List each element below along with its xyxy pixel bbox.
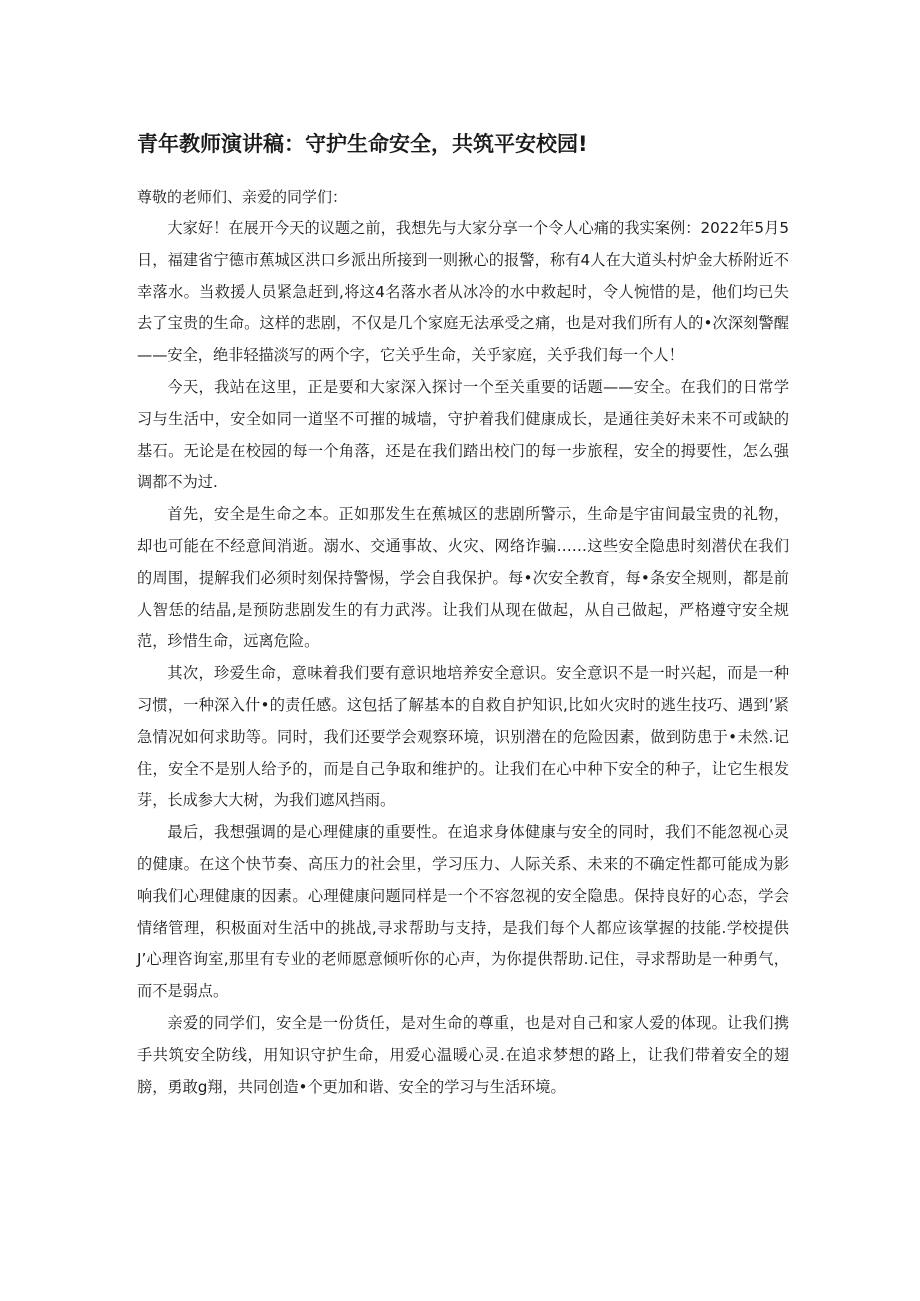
paragraph-first: 首先，安全是生命之本。正如那发生在蕉城区的悲剧所警示，生命是宇宙间最宝贵的礼物，却也可能在不经意间消逝。溺水、交通事故、火灾、网络诈骗……这些安全隐患时刻潜伏在我们的周围，提解我们必须时刻保持警惕，学会自我保护。每•次安全教育，每•条安全规则，都是前人智恁的结晶,是预防悲剧发生的有力武涔。让我们从现在做起，从自己做起，严格遵守安全规范，珍惜生命，远离危险。: [137, 505, 789, 651]
salutation: 尊敬的老师们、亲爱的同学们：: [137, 188, 348, 206]
document-title: 青年教师演讲稿：守护生命安全，共筑平安校园!: [137, 132, 588, 156]
paragraph-intro: 大家好！在展开今天的议题之前，我想先与大家分享一个令人心痛的我实案例：2022年5月5日，福建省宁德市蕉城区洪口乡派出所接到一则揪心的报警，称有4人在大道头村炉金大桥附近不幸落水。当救援人员紧急赶到,将这4名落水者从冰冷的水中救起时，令人惋惜的是，他们均已失去了宝贵的生命。这样的悲剧，不仅是几个家庭无法承受之痛，也是对我们所有人的•次深刻警醒——安全，绝非轻描淡写的两个字，它关乎生命，关乎家庭，关乎我们每一个人！: [137, 219, 789, 365]
paragraph-closing: 亲爱的同学们，安全是一份货任，是对生命的尊重，也是对自己和家人爱的体现。让我们携手共筑安全防线，用知识守护生命，用爱心温暖心灵.在追求梦想的路上，让我们带着安全的翅膀，勇敢g翔，共同创造•个更加和谐、安全的学习与生活环境。: [137, 1013, 789, 1096]
document-body: [137, 213, 789, 1103]
paragraph-second: 其次，珍爱生命，意味着我们要有意识地培养安全意识。安全意识不是一时兴起，而是一种习惯，一种深入什•的责任感。这包括了解基本的自救自护知识,比如火灾时的逃生技巧、遇到’紧急情况如何求助等。同时，我们还要学会观察环境，识别潜在的危险因素，做到防患于•未然.记住，安全不是别人给予的，而是自己争取和维护的。让我们在心中种下安全的种子，让它生根发芽，长成参大大树，为我们遮风挡雨。: [137, 664, 789, 810]
paragraph-topic: 今天，我站在这里，正是要和大家深入探讨一个至关重要的话题——安全。在我们的日常学习与生活中，安全如同一道坚不可摧的城墙，守护着我们健康成长，是通往美好未来不可或缺的基石。无论是在校园的每一个角落，还是在我们踏出校门的每一步旅程，安全的拇要性，怎么强调都不为过.: [137, 377, 789, 492]
paragraph-last: 最后，我想强调的是心理健康的重要性。在追求身体健康与安全的同时，我们不能忽视心灵的健康。在这个快节奏、高压力的社会里，学习压力、人际关系、未来的不确定性都可能成为影响我们心理健康的因素。心理健康问题同样是一个不容忽视的安全隐患。保持良好的心态，学会情绪管理，积极面对生活中的挑战,寻求帮助与支持，是我们每个人都应该掌握的技能.学校提供J’心理咨询室,那里有专业的老师愿意倾听你的心声，为你提供帮助.记住，寻求帮助是一种勇气，而不是弱点。: [137, 823, 789, 1001]
